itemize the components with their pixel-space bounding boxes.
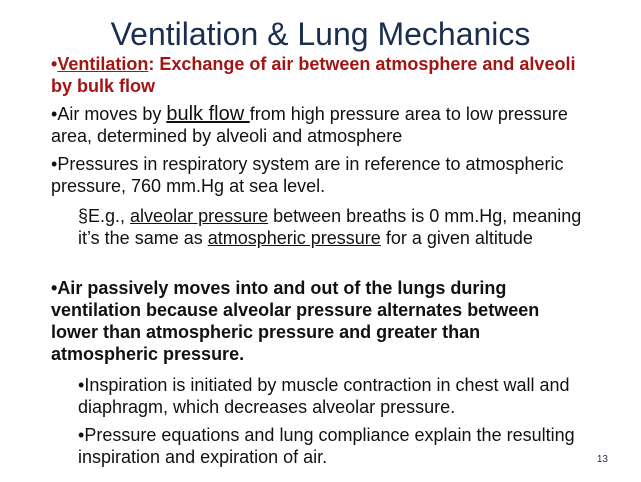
sub-bullet-marker: •	[78, 425, 85, 445]
bullet-marker: •	[51, 278, 58, 298]
bullet-text: : Exchange of air between atmosphere and alveoli by bulk flow	[51, 54, 576, 96]
bullet-text: Air passively moves into and out of the lungs during ventilation because alveolar pressure alternates between lower than atmospheric pressure and greater than atmospheric pressure.	[51, 278, 540, 364]
sub-bullet-text: Inspiration is initiated by muscle contraction in chest wall and diaphragm, which decreases alveolar pressure.	[78, 375, 570, 417]
sub-bullet-text-pre: E.g.,	[88, 206, 131, 226]
term-alveolar-pressure: alveolar pressure	[130, 206, 269, 226]
sub-bullet-example	[78, 205, 588, 249]
sub-bullet-text-mid: between breaths is 0 mm.Hg, meaning it’s the same as	[78, 206, 582, 248]
sub-bullet-text: for a given altitude	[380, 228, 533, 248]
bullet-ventilation-definition	[51, 53, 591, 97]
term-bulk-flow: bulk flow	[166, 103, 250, 125]
bullet-marker: •	[51, 54, 58, 74]
sub-bullet-pressure-equations	[78, 424, 588, 468]
term-atmospheric-pressure: atmospheric pressure	[207, 228, 381, 248]
sub-bullet-marker: •	[78, 375, 85, 395]
bullet-reference-pressure	[51, 153, 591, 197]
bullet-text-pre: Air moves by	[57, 104, 167, 124]
bullet-text: from high pressure area to low pressure area, determined by alveoli and atmosphere	[51, 104, 568, 146]
sub-bullet-inspiration	[78, 374, 588, 418]
page-number: 13	[596, 454, 608, 465]
bullet-text: Pressures in respiratory system are in reference to atmospheric pressure, 760 mm.Hg at sea level.	[51, 154, 564, 196]
sub-bullet-marker: §	[78, 206, 89, 226]
bullet-marker: •	[51, 104, 58, 124]
slide-title: Ventilation & Lung Mechanics	[110, 16, 531, 52]
bullet-bulk-flow	[51, 103, 591, 147]
term-ventilation: Ventilation	[57, 54, 149, 74]
bullet-passive-air-movement	[51, 277, 591, 365]
sub-bullet-text: Pressure equations and lung compliance explain the resulting inspiration and expiration of air.	[78, 425, 575, 467]
bullet-marker: •	[51, 154, 58, 174]
